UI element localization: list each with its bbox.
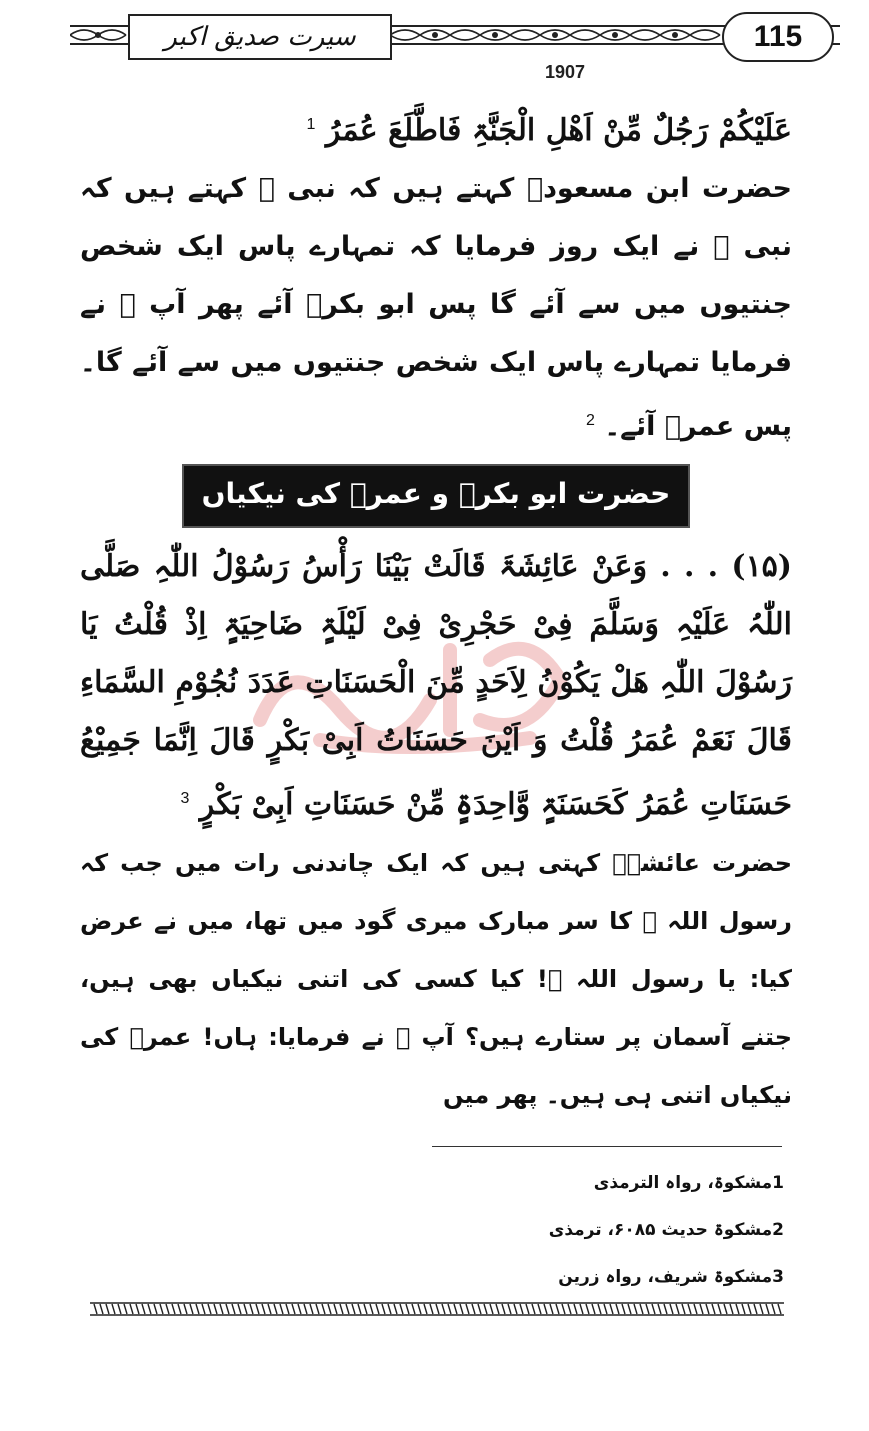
footnote-marker-1: 1	[306, 116, 316, 133]
page-code: 1907	[545, 62, 586, 82]
page-header	[70, 8, 840, 68]
footnote-1: 1مشکوۃ، رواہ الترمذی	[593, 1173, 784, 1193]
urdu-paragraph-2	[80, 834, 792, 1124]
footnotes	[432, 1160, 784, 1301]
arabic-quote-1	[80, 96, 792, 160]
arabic-quote-1-text: عَلَیْکُمْ رَجُلٌ مِّنْ اَھْلِ الْجَنَّۃِ فَاطَّلَعَ عُمَرُ	[325, 113, 792, 148]
footnote-marker-3: 3	[180, 790, 190, 807]
arabic-hadith-15	[80, 538, 792, 834]
bottom-ornament-border	[90, 1302, 784, 1316]
section-heading: حضرت ابو بکرؓ و عمرؓ کی نیکیاں	[182, 464, 691, 528]
footnote-3: 3مشکوۃ شریف، رواہ زرین	[558, 1267, 784, 1287]
urdu-paragraph-1-text: حضرت ابن مسعودؓ کہتے ہیں کہ نبی ﷺ کہتے ہیں کہ نبی ﷺ نے ایک روز فرمایا کہ تمہارے پاس ایک شخص جنتیوں میں سے آئے گا پس ابو بکرؓ آئے پھر آپ ﷺ نے فرمایا تمہارے پاس ایک شخص جنتیوں میں سے آئے گا۔ پس عمرؓ آئے۔	[80, 173, 792, 442]
book-title: سیرت صدیق اکبر	[128, 14, 392, 60]
footnote-divider	[432, 1146, 782, 1147]
arabic-hadith-15-text: (۱۵) . . . وَعَنْ عَائِشَۃَ قَالَتْ بَیْنَا رَأْسُ رَسُوْلُ اللّٰہِ صَلَّی اللّٰہُ عَلَیْہِ وَسَلَّمَ فِیْ حَجْرِیْ فِیْ لَیْلَۃٍ ضَاحِیَۃٍ اِذْ قُلْتُ یَا رَسُوْلَ اللّٰہِ ھَلْ یَکُوْنُ لِاَحَدٍ مِّنَ الْحَسَنَاتِ عَدَدَ نُجُوْمِ السَّمَاءِ قَالَ نَعَمْ عُمَرُ قُلْتُ وَ اَیْنَ حَسَنَاتُ اَبِیْ بَکْرٍ قَالَ اِنَّمَا جَمِیْعُ حَسَنَاتِ عُمَرُ کَحَسَنَۃٍ وَّاحِدَۃٍ مِّنْ حَسَنَاتِ اَبِیْ بَکْرٍ	[80, 549, 792, 822]
footnote-2: 2مشکوۃ حدیث ۶۰۸۵، ترمذی	[548, 1220, 784, 1240]
urdu-paragraph-2-text: حضرت عائشہؓ کہتی ہیں کہ ایک چاندنی رات میں جب کہ رسول اللہ ﷺ کا سر مبارک میری گود میں تھا، میں نے عرض کیا: یا رسول اللہ ﷺ! کیا کسی کی اتنی نیکیاں بھی ہیں، جتنے آسمان پر ستارے ہیں؟ آپ ﷺ نے فرمایا: ہاں! عمرؓ کی نیکیاں اتنی ہی ہیں۔ پھر میں	[80, 849, 792, 1109]
section-heading-wrap	[80, 464, 792, 528]
page-number: 115	[722, 12, 834, 62]
urdu-paragraph-1	[80, 160, 792, 456]
page-content	[80, 96, 792, 1124]
footnote-marker-2: 2	[586, 412, 595, 429]
